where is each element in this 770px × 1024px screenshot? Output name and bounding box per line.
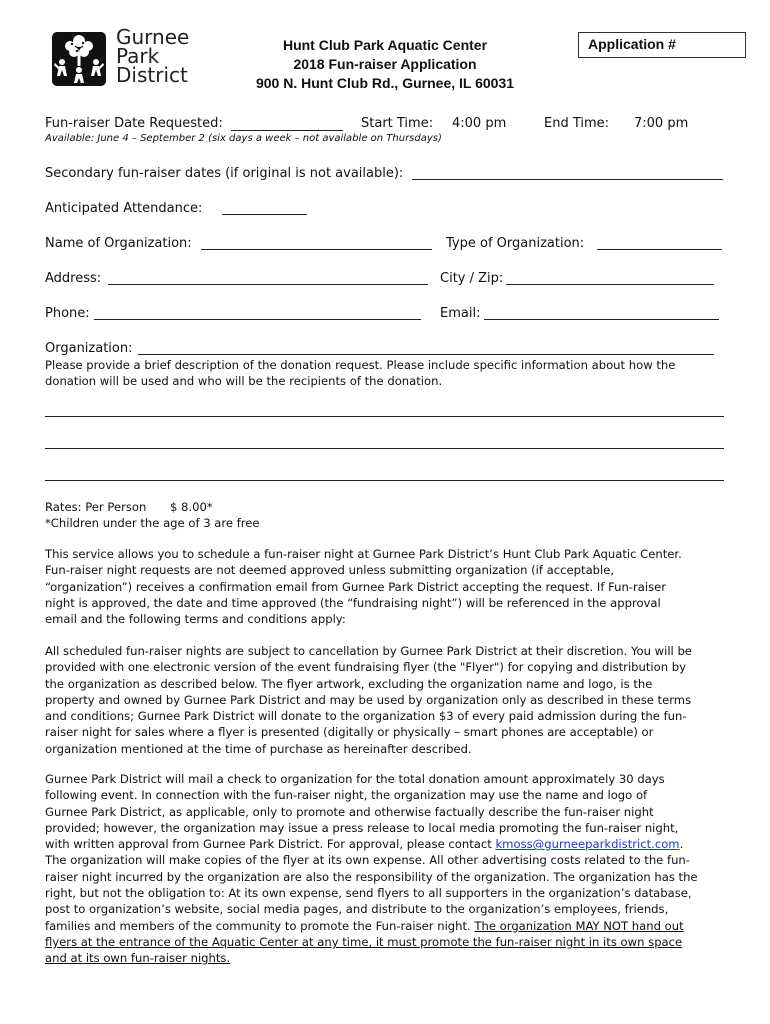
description-prompt-line-2: donation will be used and who will be the recipients of the donation. bbox=[45, 374, 443, 388]
terms-p2-line: property and owned by Gurnee Park District and may be used by organization only as described in these terms bbox=[45, 692, 692, 707]
description-line-3[interactable] bbox=[45, 480, 724, 481]
last-line-underlined: The organization MAY NOT hand out bbox=[474, 918, 684, 933]
email-field[interactable] bbox=[484, 319, 719, 320]
terms-p3-line: raiser night incurred by the organization are also the responsibility of the organization. The organization has the bbox=[45, 869, 698, 884]
org-type-label: Type of Organization: bbox=[446, 236, 585, 251]
rates-value: $ 8.00* bbox=[170, 500, 213, 514]
terms-p1-line: This service allows you to schedule a fun-raiser night at Gurnee Park District’s Hunt Club Park Aquatic Center. bbox=[45, 547, 682, 561]
org-name-field[interactable] bbox=[201, 249, 432, 250]
tree-with-children-icon bbox=[50, 30, 108, 88]
document-header bbox=[240, 36, 530, 93]
terms-p1-line: email and the following terms and conditions apply: bbox=[45, 612, 346, 627]
email-label: Email: bbox=[440, 306, 481, 321]
phone-label: Phone: bbox=[45, 306, 90, 321]
terms-p3-line: following event. In connection with the fun-raiser night, the organization may use the name and logo of bbox=[45, 788, 648, 803]
header-line-2: 2018 Fun-raiser Application bbox=[293, 56, 477, 72]
end-time-value: 7:00 pm bbox=[634, 116, 689, 131]
logo-line-2: Park bbox=[116, 44, 160, 68]
terms-p1-line: Fun-raiser night requests are not deemed approved unless submitting organization (if acceptable, bbox=[45, 563, 615, 578]
terms-p2-line: raiser night for sales where a flyer is presented (digitally or physically – smart phones are acceptable) or bbox=[45, 725, 654, 740]
rates-children-note: *Children under the age of 3 are free bbox=[45, 516, 260, 530]
terms-p3-line: provided; however, the organization may issue a press release to local media promoting the fun-raiser night, bbox=[45, 820, 679, 835]
city-zip-label: City / Zip: bbox=[440, 271, 504, 286]
secondary-dates-label: Secondary fun-raiser dates (if original is not available): bbox=[45, 166, 404, 181]
start-time-label: Start Time: bbox=[361, 116, 434, 131]
terms-p1-line: “organization”) receives a confirmation email from Gurnee Park District accepting the request. If Fun-raiser bbox=[45, 579, 667, 594]
date-requested-label: Fun-raiser Date Requested: bbox=[45, 116, 223, 131]
attendance-field[interactable] bbox=[222, 214, 307, 215]
city-zip-field[interactable] bbox=[506, 284, 714, 285]
terms-p3-underlined-line: flyers at the entrance of the Aquatic Center at any time, it must promote the fun-raiser night in its own space bbox=[45, 934, 683, 949]
terms-p3-line: The organization will make copies of the flyer at its own expense. All other advertising costs related to the fun- bbox=[45, 853, 690, 868]
terms-p1-line: night is approved, the date and time approved (the “fundraising night”) will be referenced in the approval bbox=[45, 595, 661, 610]
terms-p3-underlined-line: and at its own fun-raiser nights. bbox=[45, 951, 231, 966]
terms-p3-last-line bbox=[45, 918, 745, 934]
address-label: Address: bbox=[45, 271, 102, 286]
terms-p3-line: post to organization’s website, social media pages, and distribute to the organization’s employees, friends, bbox=[45, 902, 669, 917]
header-line-3: 900 N. Hunt Club Rd., Gurnee, IL 60031 bbox=[255, 75, 515, 91]
application-number-box[interactable] bbox=[578, 32, 746, 58]
end-time-label: End Time: bbox=[544, 116, 610, 131]
logo-line-3: District bbox=[116, 63, 188, 87]
organization-field[interactable] bbox=[138, 354, 714, 355]
terms-p2-line: the organization as described below. The flyer artwork, excluding the organization name and logo, is the bbox=[45, 676, 653, 691]
terms-p3-contact-line bbox=[45, 836, 745, 852]
terms-paragraph-1 bbox=[45, 546, 735, 627]
logo-line-1: Gurnee bbox=[116, 25, 190, 49]
terms-p2-line: provided with one electronic version of the event fundraising flyer (the "Flyer") for copying and distribution by bbox=[45, 660, 686, 675]
secondary-dates-field[interactable] bbox=[412, 179, 723, 180]
date-requested-field[interactable] bbox=[231, 130, 343, 131]
org-name-label: Name of Organization: bbox=[45, 236, 192, 251]
org-type-field[interactable] bbox=[597, 249, 722, 250]
rates-label: Rates: Per Person bbox=[45, 500, 147, 514]
contact-suffix: . bbox=[679, 837, 684, 852]
contact-prefix: with written approval from Gurnee Park District. For approval, please contact bbox=[45, 837, 496, 852]
organization-label: Organization: bbox=[45, 341, 133, 356]
address-field[interactable] bbox=[108, 284, 428, 285]
terms-p3-line: Gurnee Park District, as applicable, only to promote and otherwise factually describe the fun-raiser night bbox=[45, 804, 654, 819]
attendance-label: Anticipated Attendance: bbox=[45, 201, 203, 216]
application-number-label: Application # bbox=[588, 36, 676, 52]
description-prompt-line-1: Please provide a brief description of the donation request. Please include specific information about how the bbox=[45, 358, 676, 372]
terms-p2-line: organization mentioned at the time of purchase as hereinafter described. bbox=[45, 741, 472, 756]
terms-paragraph-2 bbox=[45, 643, 745, 757]
contact-email-link[interactable]: kmoss@gurneeparkdistrict.com bbox=[495, 837, 680, 852]
start-time-value: 4:00 pm bbox=[452, 116, 507, 131]
description-line-2[interactable] bbox=[45, 448, 724, 449]
gurnee-park-district-logo bbox=[50, 25, 210, 90]
terms-paragraph-3 bbox=[45, 771, 745, 967]
logo-wordmark bbox=[116, 25, 190, 87]
terms-p3-line: right, but not the obligation to: At its own expense, send flyers to all supporters in the organization’s database, bbox=[45, 886, 692, 901]
phone-field[interactable] bbox=[94, 319, 421, 320]
header-line-1: Hunt Club Park Aquatic Center bbox=[282, 37, 488, 53]
availability-note: Available: June 4 – September 2 (six days a week – not available on Thursdays) bbox=[45, 133, 442, 144]
terms-p2-line: All scheduled fun-raiser nights are subject to cancellation by Gurnee Park District at their discretion. You will be bbox=[45, 644, 692, 658]
description-line-1[interactable] bbox=[45, 416, 724, 417]
last-line-prefix: families and members of the community to promote the Fun-raiser night. bbox=[45, 918, 475, 933]
terms-p3-line: Gurnee Park District will mail a check to organization for the total donation amount approximately 30 days bbox=[45, 772, 665, 786]
terms-p2-line: and conditions; Gurnee Park District will donate to the organization $3 of every paid admission during the fun- bbox=[45, 709, 687, 724]
